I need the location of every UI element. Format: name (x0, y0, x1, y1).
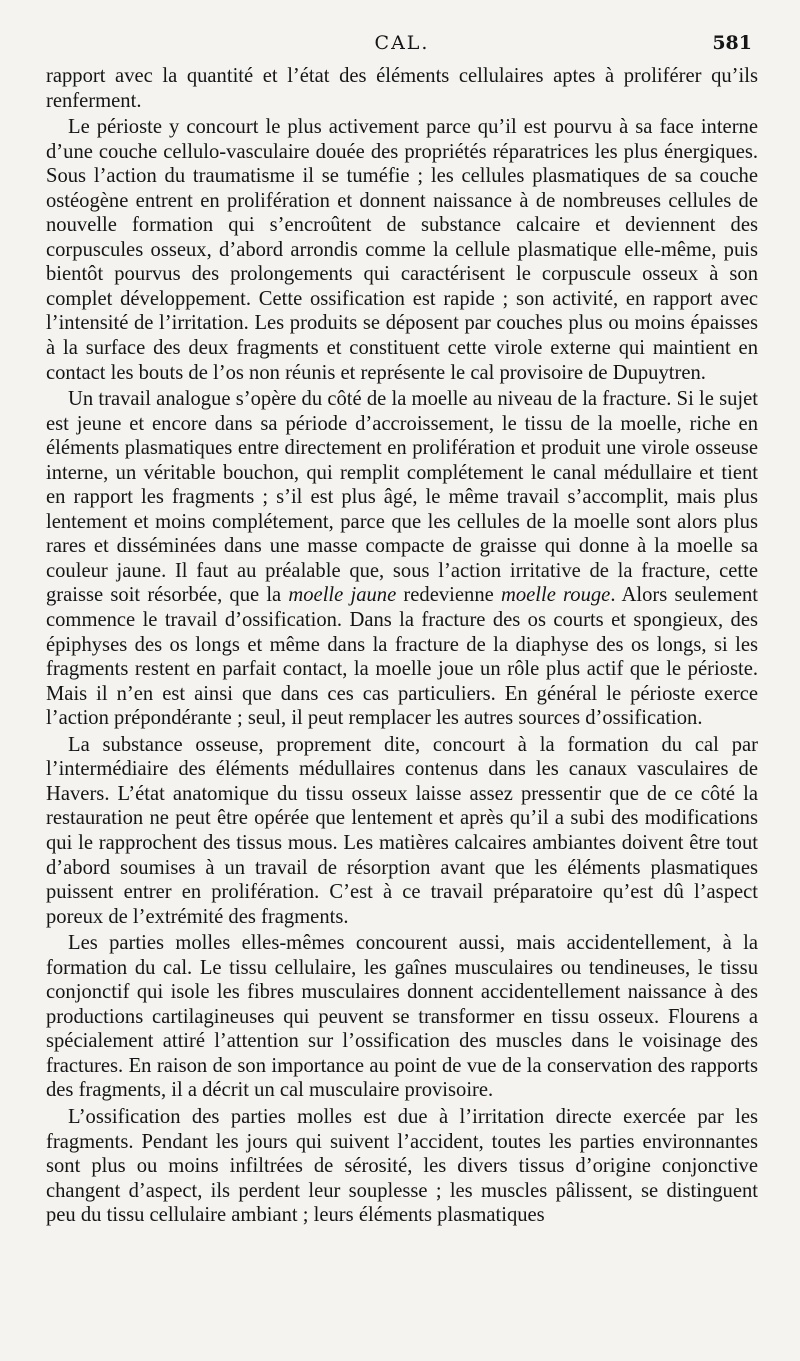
paragraph-bone-substance: La substance osseuse, proprement dite, concourt à la formation du cal par l’intermédiaire des éléments médullaires contenus dans les canaux vasculaires de Havers. L’état anatomique du tissu osseux laisse assez pressentir que de ce côté la restauration ne peut être opérée que lentement et après qu’il a subi des modifications qui le rapprochent des tissus mous. Les matières calcaires ambiantes doivent être tout d’abord soumises à un travail de résorption avant que les éléments plasmatiques puissent entrer en prolifération. C’est à ce travail préparatoire qu’est dû l’aspect poreux de l’extrémité des fragments. (46, 733, 758, 928)
paragraph-soft-parts: Les parties molles elles-mêmes concourent aussi, mais accidentellement, à la formation du cal. Le tissu cellulaire, les gaînes musculaires ou tendineuses, le tissu conjonctif qui isole les fibres musculaires donnent accidentellement naissance à des productions cartilagineuses qui peuvent se transformer en tissu osseux. Flourens a spécialement attiré l’attention sur l’ossification des muscles dans le voisinage des fractures. En raison de son importance au point de vue de la conservation des rapports des fragments, il a décrit un cal musculaire provisoire. (46, 932, 758, 1102)
marrow-text-end: . Alors seulement commence le travail d’ossification. Dans la fracture des os courts et spongieux, des épiphyses des os longs et même dans la fracture de la diaphyse des os longs, si les fragments restent en parfait contact, la moelle joue un rôle plus actif que le périoste. Mais il n’en est ainsi que dans ces cas particuliers. En général le périoste exerce l’action prépondérante ; seul, il peut remplacer les autres sources d’ossification. (46, 584, 758, 730)
marrow-text-start: Un travail analogue s’opère du côté de la moelle au niveau de la fracture. Si le sujet est jeune et encore dans sa période d’accroissement, le tissu de la moelle, riche en éléments plasmatiques entre directement en prolifération et produit une virole osseuse interne, un véritable bouchon, qui remplit complétement le canal médullaire et tient en rapport les fragments ; s’il est plus âgé, le même travail s’accomplit, mais plus lentement et moins complétement, parce que les cellules de la moelle sont alors plus rares et disséminées dans une masse compacte de graisse qui donne à la moelle sa couleur jaune. Il faut au préalable que, sous l’action irritative de la fracture, cette graisse soit résorbée, que la (46, 388, 758, 607)
running-title: CAL. (374, 32, 430, 54)
paragraph-ossification-soft-parts: L’ossification des parties molles est due à l’irritation directe exercée par les fragments. Pendant les jours qui suivent l’accident, toutes les parties environnantes sont plus ou moins infiltrées de sérosité, les divers tissus d’origine conjonctive changent d’aspect, ils perdent leur souplesse ; les muscles pâlissent, se distinguent peu du tissu cellulaire ambiant ; leurs éléments plasmatiques (46, 1105, 758, 1227)
marrow-text-middle: redevienne (396, 584, 501, 607)
paragraph-periosteum: Le périoste y concourt le plus activement parce qu’il est pourvu à sa face interne d’une couche cellulo-vasculaire douée des propriétés réparatrices les plus énergiques. Sous l’action du traumatisme il se tuméfie ; les cellules plasmatiques de sa couche ostéogène entrent en prolifération et donnent naissance à de nombreuses cellules de nouvelle formation qui s’encroûtent de substance calcaire et deviennent des corpuscules osseux, d’abord arrondis comme la cellule plasmatique elle-même, puis bientôt pourvus des prolongements qui caractérisent le corpuscule osseux à son complet développement. Cette ossification est rapide ; son activité, en rapport avec l’intensité de l’irritation. Les produits se déposent par couches plus ou moins épaisses à la surface des deux fragments et constituent cette virole externe qui maintient en contact les bouts de l’os non réunis et représente le cal provisoire de Dupuytren. (46, 116, 758, 384)
page-number: 581 (712, 32, 752, 54)
body-text (46, 64, 758, 1228)
running-head (46, 28, 758, 64)
term-moelle-jaune: moelle jaune (288, 584, 397, 607)
term-moelle-rouge: moelle rouge (500, 584, 611, 607)
paragraph-continuation: rapport avec la quantité et l’état des éléments cellulaires aptes à proliférer qu’ils renferment. (46, 65, 758, 112)
paragraph-marrow (46, 387, 758, 731)
